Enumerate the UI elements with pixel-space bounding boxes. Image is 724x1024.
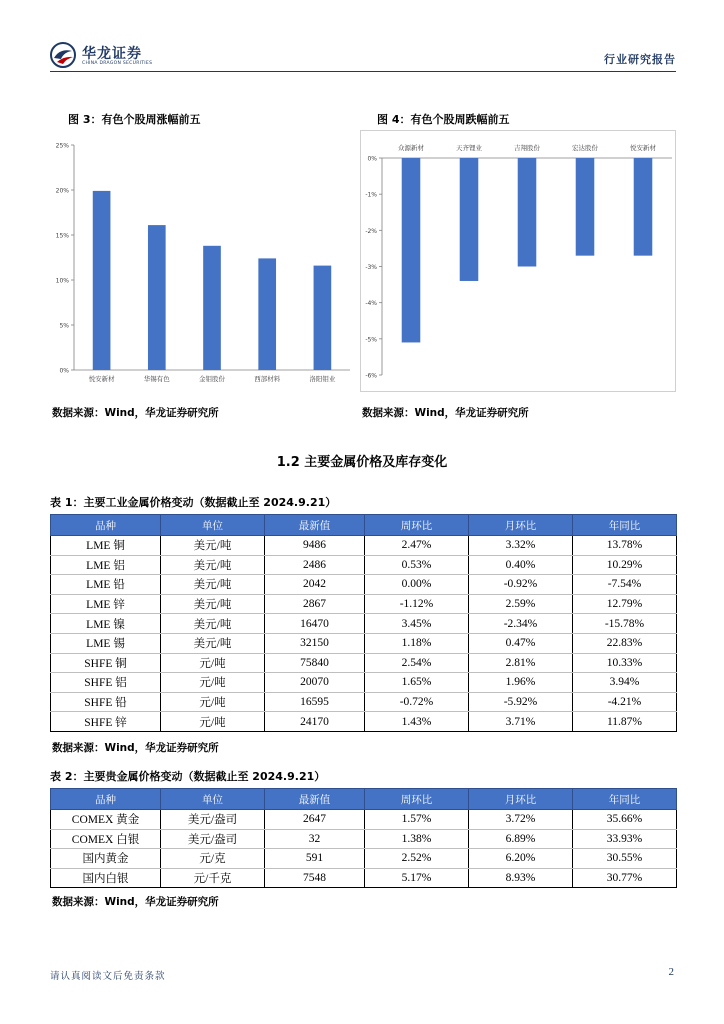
logo-english-name: CHINA DRAGON SECURITIES (82, 61, 153, 66)
table-cell: 2042 (265, 575, 365, 595)
y-tick-label: 15% (55, 232, 69, 240)
table-cell: 10.29% (573, 555, 677, 575)
column-header: 周环比 (365, 515, 469, 536)
table-cell: 16595 (265, 692, 365, 712)
x-category-label: 众源新材 (398, 144, 424, 152)
x-category-label: 悦安新材 (88, 375, 115, 383)
table-cell: 13.78% (573, 536, 677, 556)
figure4-chart (360, 130, 676, 392)
bar (203, 246, 221, 370)
x-category-label: 西部材料 (254, 375, 281, 383)
table-cell: 0.00% (365, 575, 469, 595)
table-row (51, 536, 677, 556)
logo-chinese-name: 华龙证券 (82, 46, 142, 62)
table-cell: LME 锡 (51, 633, 161, 653)
column-header: 单位 (161, 515, 265, 536)
table-cell: LME 镍 (51, 614, 161, 634)
table-cell: 1.43% (365, 712, 469, 732)
table-cell: 0.47% (469, 633, 573, 653)
bar (518, 158, 537, 267)
y-tick-label: 10% (55, 277, 69, 285)
table-cell: 美元/吨 (161, 594, 265, 614)
table-cell: 2.54% (365, 653, 469, 673)
table-cell: 1.57% (365, 810, 469, 830)
column-header: 月环比 (469, 515, 573, 536)
column-header: 月环比 (469, 789, 573, 810)
table-cell: 8.93% (469, 868, 573, 888)
table-cell: -15.78% (573, 614, 677, 634)
table-row (51, 633, 677, 653)
table-cell: 美元/吨 (161, 555, 265, 575)
x-category-label: 天齐锂业 (456, 144, 482, 152)
table-cell: 75840 (265, 653, 365, 673)
y-tick-label: 5% (59, 322, 69, 330)
table-cell: 3.45% (365, 614, 469, 634)
column-header: 周环比 (365, 789, 469, 810)
table-cell: 1.18% (365, 633, 469, 653)
section-heading: 1.2 主要金属价格及库存变化 (276, 455, 448, 470)
dragon-logo-icon (50, 42, 76, 68)
table-cell: 2.47% (365, 536, 469, 556)
table-row (51, 692, 677, 712)
table-row (51, 868, 677, 888)
x-category-label: 吉翔股份 (514, 144, 540, 152)
table-row (51, 849, 677, 869)
y-tick-label: -1% (365, 191, 377, 199)
column-header: 品种 (51, 789, 161, 810)
industrial-metals-table (50, 514, 677, 732)
table-cell: 16470 (265, 614, 365, 634)
table-cell: 美元/吨 (161, 575, 265, 595)
bar (314, 266, 332, 370)
column-header: 年同比 (573, 515, 677, 536)
y-tick-label: 0% (59, 367, 69, 375)
page-number: 2 (668, 966, 674, 978)
figure3-svg (50, 130, 352, 392)
table-cell: 5.17% (365, 868, 469, 888)
table-cell: 7548 (265, 868, 365, 888)
company-logo (50, 38, 180, 72)
table-cell: 3.94% (573, 673, 677, 693)
table-cell: 美元/吨 (161, 536, 265, 556)
table-cell: COMEX 黄金 (51, 810, 161, 830)
table-cell: 9486 (265, 536, 365, 556)
disclaimer-note: 请认真阅读文后免责条款 (50, 971, 166, 982)
x-category-label: 华锡有色 (143, 375, 170, 383)
table1-title: 表 1：主要工业金属价格变动（数据截止至 2024.9.21） (50, 496, 337, 509)
bar (258, 258, 276, 370)
bar (148, 225, 166, 370)
table-cell: -0.72% (365, 692, 469, 712)
table-cell: 20070 (265, 673, 365, 693)
precious-metals-table (50, 788, 677, 888)
table-cell: 33.93% (573, 829, 677, 849)
table-cell: -2.34% (469, 614, 573, 634)
table-cell: 元/千克 (161, 868, 265, 888)
table-row (51, 555, 677, 575)
table-cell: 3.72% (469, 810, 573, 830)
table-cell: 35.66% (573, 810, 677, 830)
table-cell: 国内白银 (51, 868, 161, 888)
table-cell: 元/吨 (161, 692, 265, 712)
table-row (51, 575, 677, 595)
table-cell: 30.77% (573, 868, 677, 888)
y-tick-label: -3% (365, 264, 377, 271)
table-cell: 32 (265, 829, 365, 849)
table-cell: 国内黄金 (51, 849, 161, 869)
table-cell: 2.81% (469, 653, 573, 673)
table-cell: 12.79% (573, 594, 677, 614)
table-cell: 2867 (265, 594, 365, 614)
table-cell: 元/克 (161, 849, 265, 869)
table-cell: 美元/盎司 (161, 829, 265, 849)
table-cell: LME 铜 (51, 536, 161, 556)
table-cell: 24170 (265, 712, 365, 732)
table-cell: LME 铝 (51, 555, 161, 575)
y-tick-label: 20% (55, 187, 69, 195)
table-row (51, 673, 677, 693)
column-header: 品种 (51, 515, 161, 536)
figure3-source: 数据来源：Wind，华龙证券研究所 (52, 407, 219, 419)
column-header: 最新值 (265, 789, 365, 810)
table-cell: LME 铅 (51, 575, 161, 595)
table-cell: 10.33% (573, 653, 677, 673)
table-cell: 1.38% (365, 829, 469, 849)
table-row (51, 712, 677, 732)
column-header: 年同比 (573, 789, 677, 810)
table-row (51, 614, 677, 634)
x-category-label: 金钼股份 (199, 375, 225, 383)
table-cell: COMEX 白银 (51, 829, 161, 849)
table-cell: 2.52% (365, 849, 469, 869)
bar (93, 191, 111, 370)
table-cell: 元/吨 (161, 673, 265, 693)
table-cell: -0.92% (469, 575, 573, 595)
table-cell: 1.65% (365, 673, 469, 693)
figure4-svg (360, 130, 676, 392)
figure4-title: 图 4：有色个股周跌幅前五 (377, 113, 510, 126)
bar (576, 158, 595, 256)
table-cell: SHFE 铜 (51, 653, 161, 673)
y-tick-label: -5% (365, 336, 377, 344)
table-cell: -1.12% (365, 594, 469, 614)
figure4-source: 数据来源：Wind，华龙证券研究所 (362, 407, 529, 419)
figure3-chart (50, 130, 352, 392)
y-tick-label: -2% (365, 227, 377, 235)
table-row (51, 594, 677, 614)
x-category-label: 悦安新材 (630, 144, 656, 152)
figure3-title: 图 3：有色个股周涨幅前五 (68, 113, 201, 126)
column-header: 最新值 (265, 515, 365, 536)
bar (402, 158, 421, 342)
table-cell: 元/吨 (161, 712, 265, 732)
table-cell: 2.59% (469, 594, 573, 614)
table-cell: 6.20% (469, 849, 573, 869)
table-cell: 30.55% (573, 849, 677, 869)
table-cell: 591 (265, 849, 365, 869)
table-cell: SHFE 铝 (51, 673, 161, 693)
bar (634, 158, 653, 256)
table-cell: 0.40% (469, 555, 573, 575)
table-cell: 美元/吨 (161, 614, 265, 634)
y-tick-label: 0% (367, 155, 377, 163)
page-header (50, 38, 676, 72)
table-row (51, 810, 677, 830)
table-cell: 2486 (265, 555, 365, 575)
table-cell: 3.32% (469, 536, 573, 556)
table-cell: 美元/盎司 (161, 810, 265, 830)
table2-title: 表 2：主要贵金属价格变动（数据截止至 2024.9.21） (50, 770, 326, 783)
x-category-label: 宏达股份 (572, 144, 598, 152)
table-cell: 美元/吨 (161, 633, 265, 653)
y-tick-label: -6% (365, 372, 377, 380)
table-header-row (51, 515, 677, 536)
table-row (51, 829, 677, 849)
table-cell: 6.89% (469, 829, 573, 849)
table2-source: 数据来源：Wind，华龙证券研究所 (52, 896, 219, 908)
table-cell: -7.54% (573, 575, 677, 595)
y-tick-label: -4% (365, 300, 377, 308)
bar (460, 158, 479, 281)
report-type-label: 行业研究报告 (604, 53, 676, 66)
table-row (51, 653, 677, 673)
table-cell: 1.96% (469, 673, 573, 693)
table-cell: LME 锌 (51, 594, 161, 614)
table-cell: 元/吨 (161, 653, 265, 673)
y-tick-label: 25% (55, 142, 69, 150)
table-cell: -4.21% (573, 692, 677, 712)
table1-source: 数据来源：Wind，华龙证券研究所 (52, 742, 219, 754)
x-category-label: 洛阳钼业 (309, 375, 336, 383)
column-header: 单位 (161, 789, 265, 810)
table-cell: 22.83% (573, 633, 677, 653)
table-cell: SHFE 铅 (51, 692, 161, 712)
table-cell: 2647 (265, 810, 365, 830)
table-header-row (51, 789, 677, 810)
table-cell: 32150 (265, 633, 365, 653)
table-cell: -5.92% (469, 692, 573, 712)
table-cell: 3.71% (469, 712, 573, 732)
table-cell: 11.87% (573, 712, 677, 732)
table-cell: 0.53% (365, 555, 469, 575)
table-cell: SHFE 锌 (51, 712, 161, 732)
